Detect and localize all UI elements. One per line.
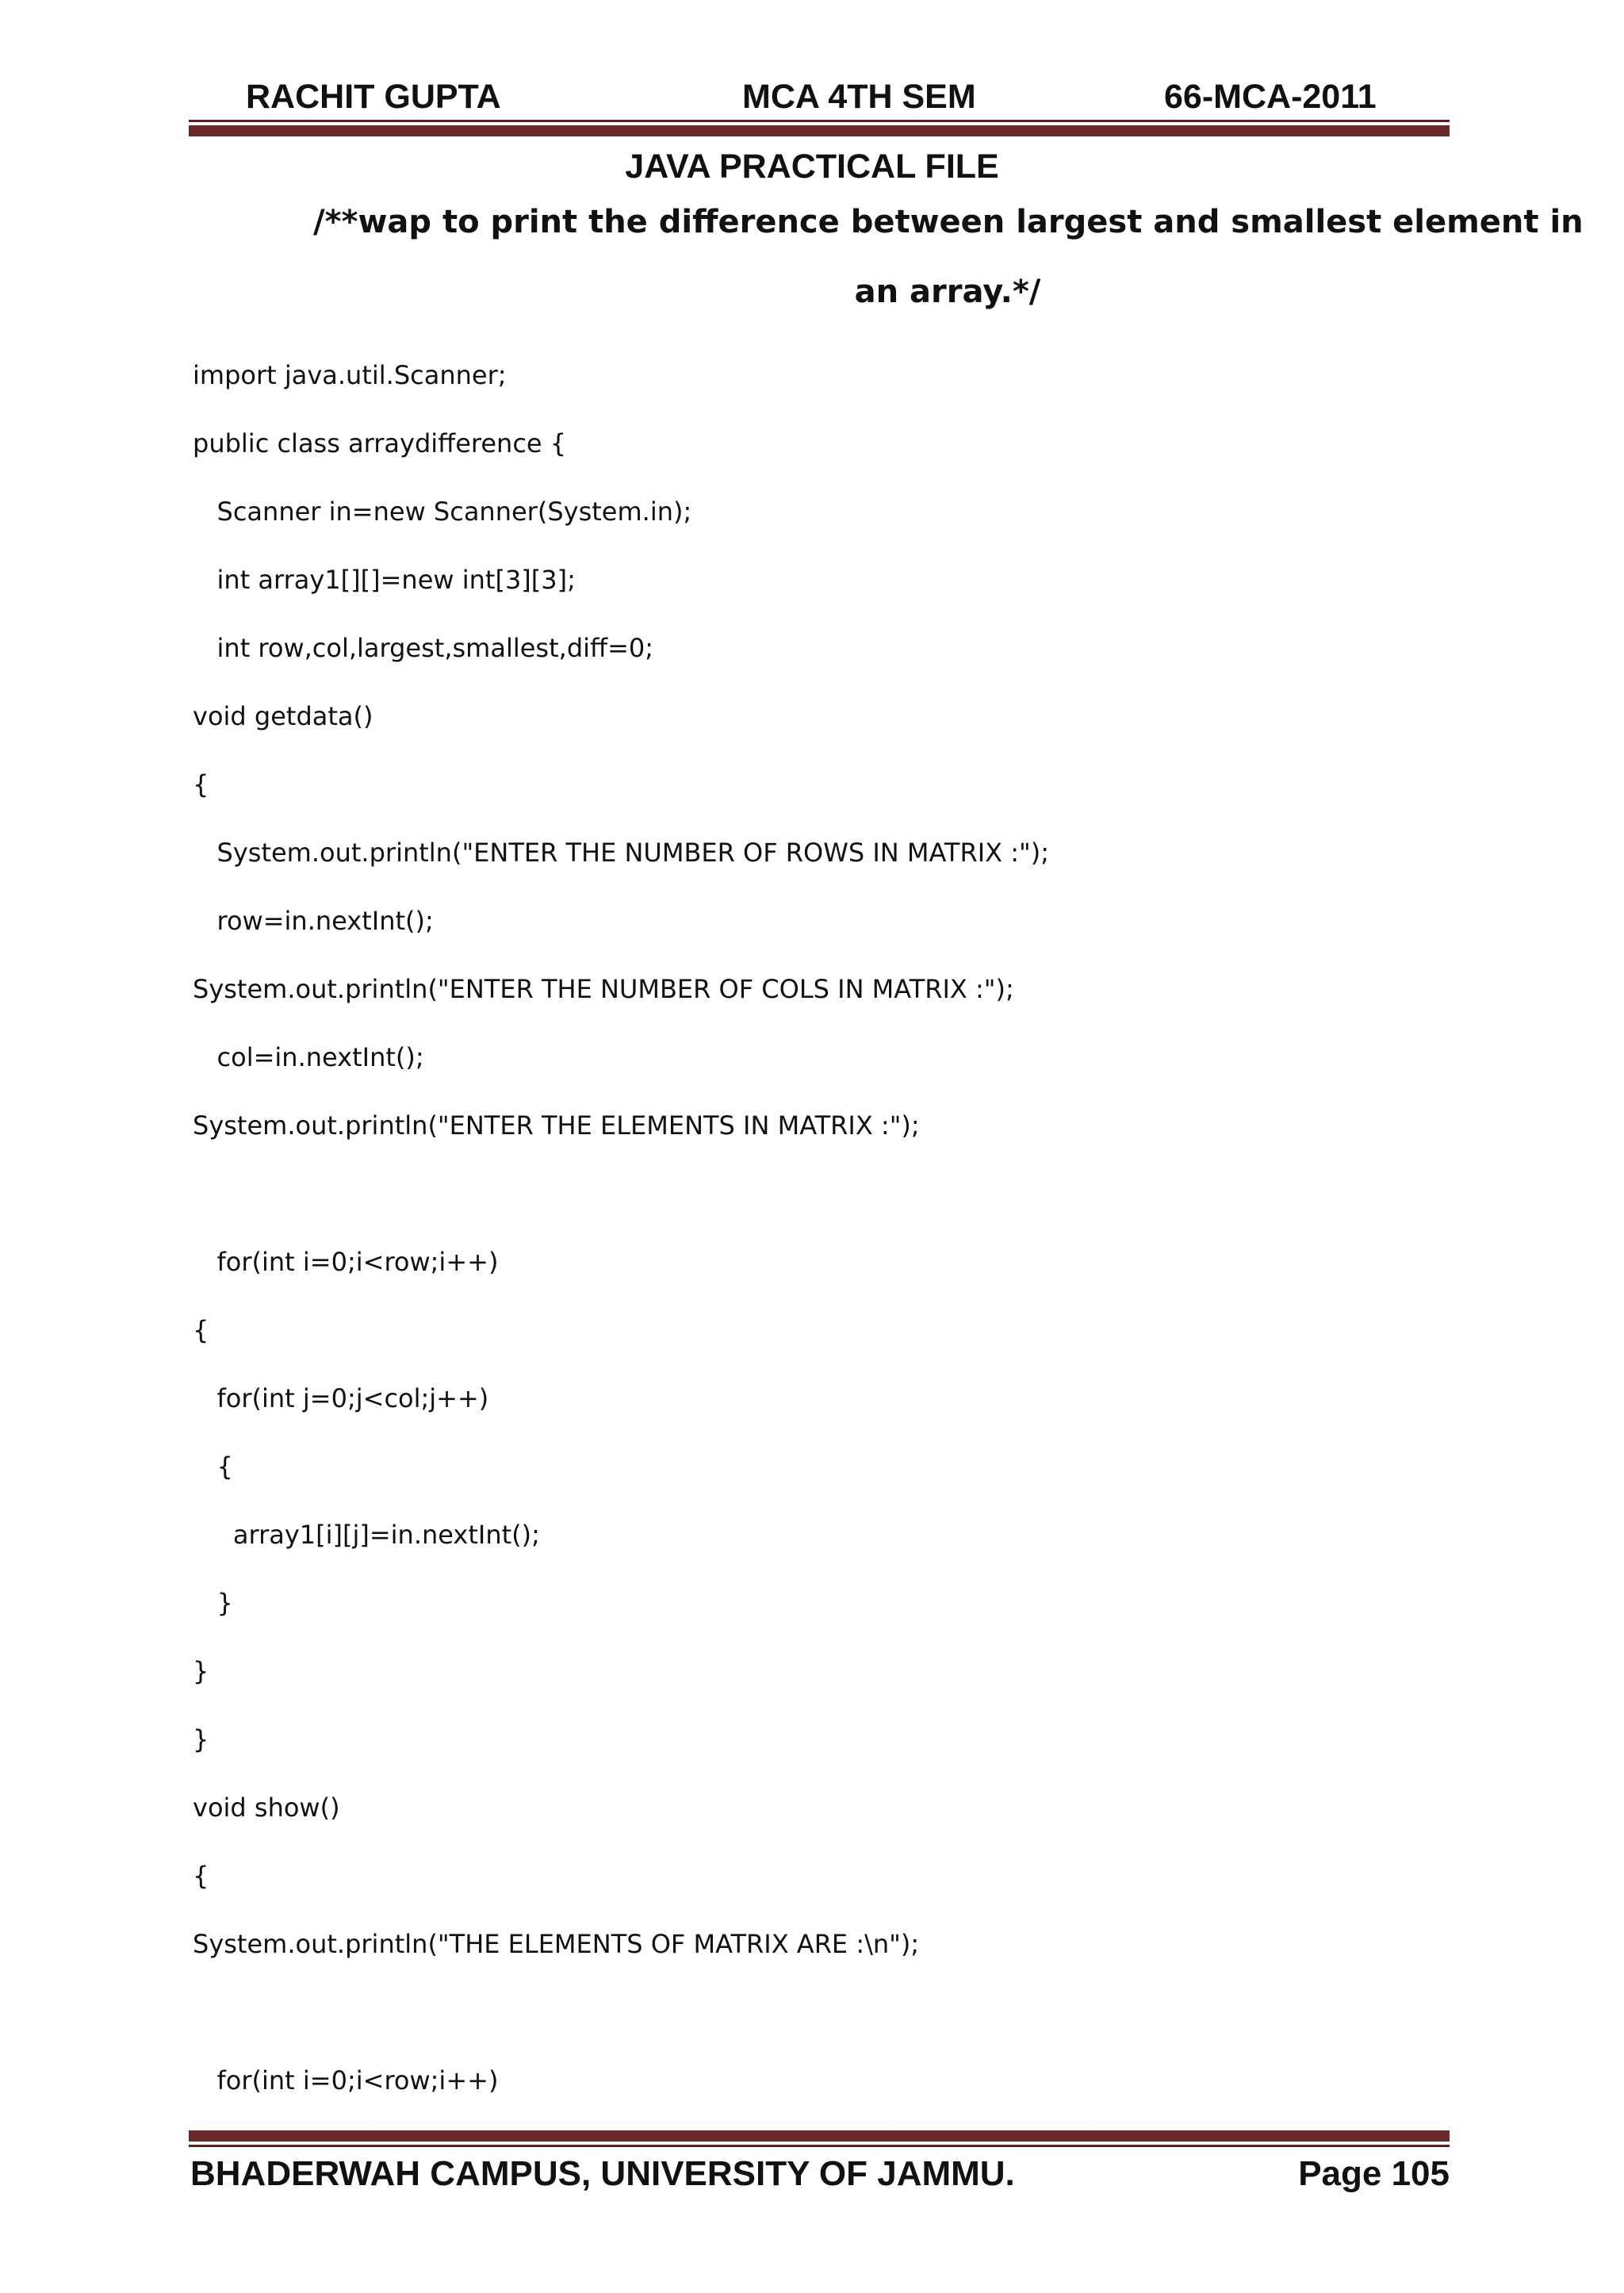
code-line: void getdata() bbox=[193, 701, 373, 731]
page-header bbox=[189, 73, 1450, 121]
code-listing bbox=[193, 349, 1049, 2122]
code-line: Scanner in=new Scanner(System.in); bbox=[193, 497, 692, 527]
roll-number: 66-MCA-2011 bbox=[1164, 78, 1377, 116]
question-line-2: an array.*/ bbox=[854, 274, 1041, 310]
code-line: System.out.println("ENTER THE NUMBER OF COLS IN MATRIX :"); bbox=[193, 974, 1014, 1004]
code-line: for(int i=0;i<row;i++) bbox=[193, 2065, 499, 2096]
code-line: } bbox=[193, 1724, 209, 1754]
code-line: import java.util.Scanner; bbox=[193, 360, 507, 390]
code-line: } bbox=[193, 1588, 233, 1618]
code-line: row=in.nextInt(); bbox=[193, 906, 434, 936]
semester-label: MCA 4TH SEM bbox=[742, 78, 976, 116]
question-heading bbox=[313, 187, 1584, 327]
code-line: int array1[][]=new int[3][3]; bbox=[193, 565, 576, 595]
student-name: RACHIT GUPTA bbox=[246, 78, 501, 116]
header-divider bbox=[189, 120, 1450, 136]
code-line: System.out.println("ENTER THE NUMBER OF ROWS IN MATRIX :"); bbox=[193, 838, 1049, 868]
code-line: { bbox=[193, 1861, 209, 1891]
code-line: for(int j=0;j<col;j++) bbox=[193, 1383, 489, 1413]
question-line-1: /**wap to print the difference between largest and smallest element in bbox=[313, 204, 1584, 240]
code-line: { bbox=[193, 1315, 209, 1345]
page-number: Page 105 bbox=[1298, 2154, 1450, 2193]
code-line: public class arraydifference { bbox=[193, 428, 567, 458]
code-line: } bbox=[193, 1656, 209, 1686]
document-title: JAVA PRACTICAL FILE bbox=[625, 148, 999, 186]
code-line: int row,col,largest,smallest,diff=0; bbox=[193, 633, 654, 663]
code-line: void show() bbox=[193, 1793, 340, 1823]
footer-divider bbox=[189, 2130, 1450, 2147]
code-line: col=in.nextInt(); bbox=[193, 1042, 424, 1072]
code-line bbox=[193, 1168, 1049, 1236]
code-line: System.out.println("ENTER THE ELEMENTS IN MATRIX :"); bbox=[193, 1110, 920, 1141]
code-line: for(int i=0;i<row;i++) bbox=[193, 1247, 499, 1277]
page-footer bbox=[190, 2146, 1450, 2202]
code-line bbox=[193, 1986, 1049, 2054]
code-line: { bbox=[193, 769, 209, 799]
code-line: array1[i][j]=in.nextInt(); bbox=[193, 1520, 540, 1550]
code-line: { bbox=[193, 1451, 233, 1482]
code-line: System.out.println("THE ELEMENTS OF MATRIX ARE :\n"); bbox=[193, 1929, 920, 1959]
campus-name: BHADERWAH CAMPUS, UNIVERSITY OF JAMMU. bbox=[190, 2154, 1015, 2193]
